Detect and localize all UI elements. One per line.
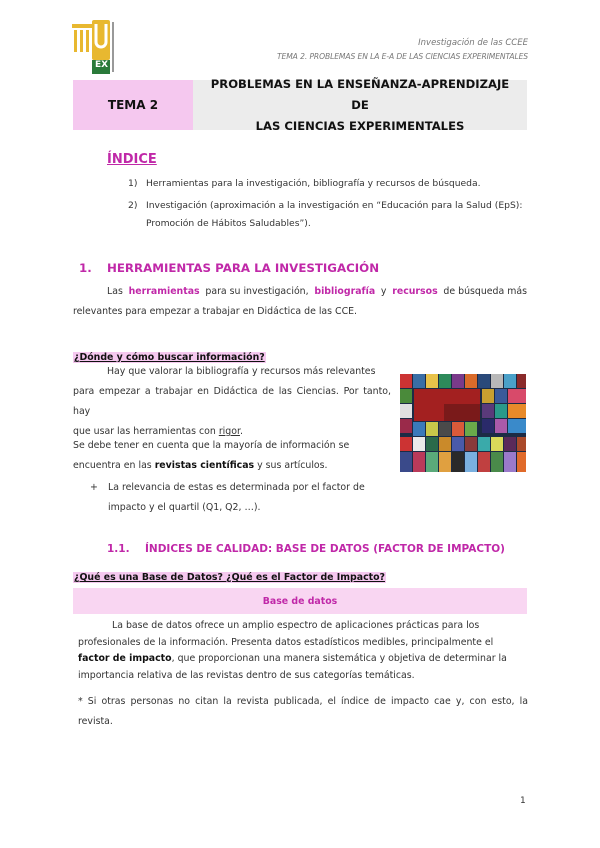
text-line	[73, 456, 391, 476]
index-item-1	[128, 175, 528, 193]
text-run: y sus artículos.	[257, 460, 328, 471]
intro-paragraph	[73, 282, 527, 322]
section-number: 1.	[79, 261, 92, 275]
index-item-text: Herramientas para la investigación, bibliografía y recursos de búsqueda.	[146, 178, 481, 189]
bullet-relevancia	[90, 478, 391, 518]
question-text: ¿Qué es una Base de Datos? ¿Qué es el Factor de Impacto?	[74, 572, 385, 583]
index-item-text-line: Investigación (aproximación a la investigación en “Educación para la Salud (EpS):	[146, 200, 523, 211]
text-run: .	[239, 426, 243, 437]
text-line: Hay que valorar la bibliografía y recursos más relevantes	[107, 366, 376, 377]
text-line: La relevancia de estas es determinada por el factor de	[108, 482, 365, 493]
journal-covers-image	[400, 374, 526, 472]
page-title	[193, 76, 527, 133]
paragraph-revistas	[73, 436, 391, 476]
definition-box-header: Base de datos	[73, 588, 527, 614]
text-line: La base de datos ofrece un amplio espectro de aplicaciones prácticas para los	[112, 620, 480, 631]
index-item-text	[146, 197, 528, 233]
bullet-text	[90, 478, 391, 518]
text-line: importancia relativa de las revistas dentro de sus categorías temáticas.	[78, 669, 415, 681]
keyword-factor-impacto: factor de impacto	[78, 653, 172, 664]
text-line: relevantes para empezar a trabajar en Didáctica de las CCE.	[73, 306, 358, 317]
keyword-herramientas: herramientas	[128, 286, 200, 297]
title-line-2: LAS CIENCIAS EXPERIMENTALES	[255, 118, 465, 133]
bullet-symbol: +	[90, 482, 98, 493]
index-item-number: 2)	[128, 200, 138, 211]
question-base-de-datos	[73, 565, 386, 584]
title-box	[73, 76, 527, 133]
text-line: profesionales de la información. Presenta datos estadísticos medibles, principalmente el	[78, 636, 494, 648]
text-line: impacto y el quartil (Q1, Q2, …).	[108, 502, 261, 513]
tema-label: TEMA 2	[73, 80, 193, 130]
text-run: y	[380, 286, 387, 297]
definition-box-text	[78, 618, 523, 684]
title-line-1: PROBLEMAS EN LA ENSEÑANZA-APRENDIZAJE DE	[210, 76, 510, 112]
index-item-text-line: Promoción de Hábitos Saludables”).	[146, 218, 311, 229]
text-line: para empezar a trabajar en Didáctica de las Ciencias. Por tanto, hay	[73, 386, 391, 417]
index-item-2	[128, 197, 528, 233]
section-number: 1.1.	[107, 543, 130, 555]
logo-text: EX	[95, 60, 109, 70]
text-line: Se debe tener en cuenta que la mayoría de información se	[73, 440, 350, 451]
section-title: ÍNDICES DE CALIDAD: BASE DE DATOS (FACTOR DE IMPACTO)	[145, 543, 505, 555]
question-text: ¿Dónde y cómo buscar información?	[74, 352, 265, 363]
paragraph-valorar	[73, 362, 391, 442]
header-topic: TEMA 2. PROBLEMAS EN LA E-A DE LAS CIENCIAS EXPERIMENTALES	[276, 52, 528, 61]
page-number: 1	[520, 796, 526, 806]
index-item-number: 1)	[128, 178, 138, 189]
header-course: Investigación de las CCEE	[418, 38, 528, 48]
section-title: HERRAMIENTAS PARA LA INVESTIGACIÓN	[107, 261, 380, 275]
section-1-heading	[79, 261, 379, 275]
university-logo	[70, 18, 120, 76]
keyword-recursos: recursos	[392, 286, 438, 297]
text-run: que usar las herramientas con	[73, 426, 216, 437]
keyword-revistas-cientificas: revistas científicas	[154, 460, 255, 471]
section-1-1-heading	[107, 543, 505, 555]
text-run: Las	[107, 286, 123, 297]
text-run: , que proporcionan una manera sistemática y objetiva de determinar la	[171, 653, 507, 664]
keyword-bibliografia: bibliografía	[314, 286, 376, 297]
running-header	[277, 36, 528, 64]
impact-note: * Si otras personas no citan la revista publicada, el índice de impacto cae y, con esto, la revista.	[78, 696, 528, 727]
index-heading: ÍNDICE	[107, 152, 157, 167]
text-run: encuentra en las	[73, 460, 152, 471]
text-run: para su investigación,	[205, 286, 309, 297]
text-run: de búsqueda más	[443, 286, 527, 297]
text-line	[78, 651, 523, 668]
keyword-rigor: rigor	[218, 426, 240, 437]
